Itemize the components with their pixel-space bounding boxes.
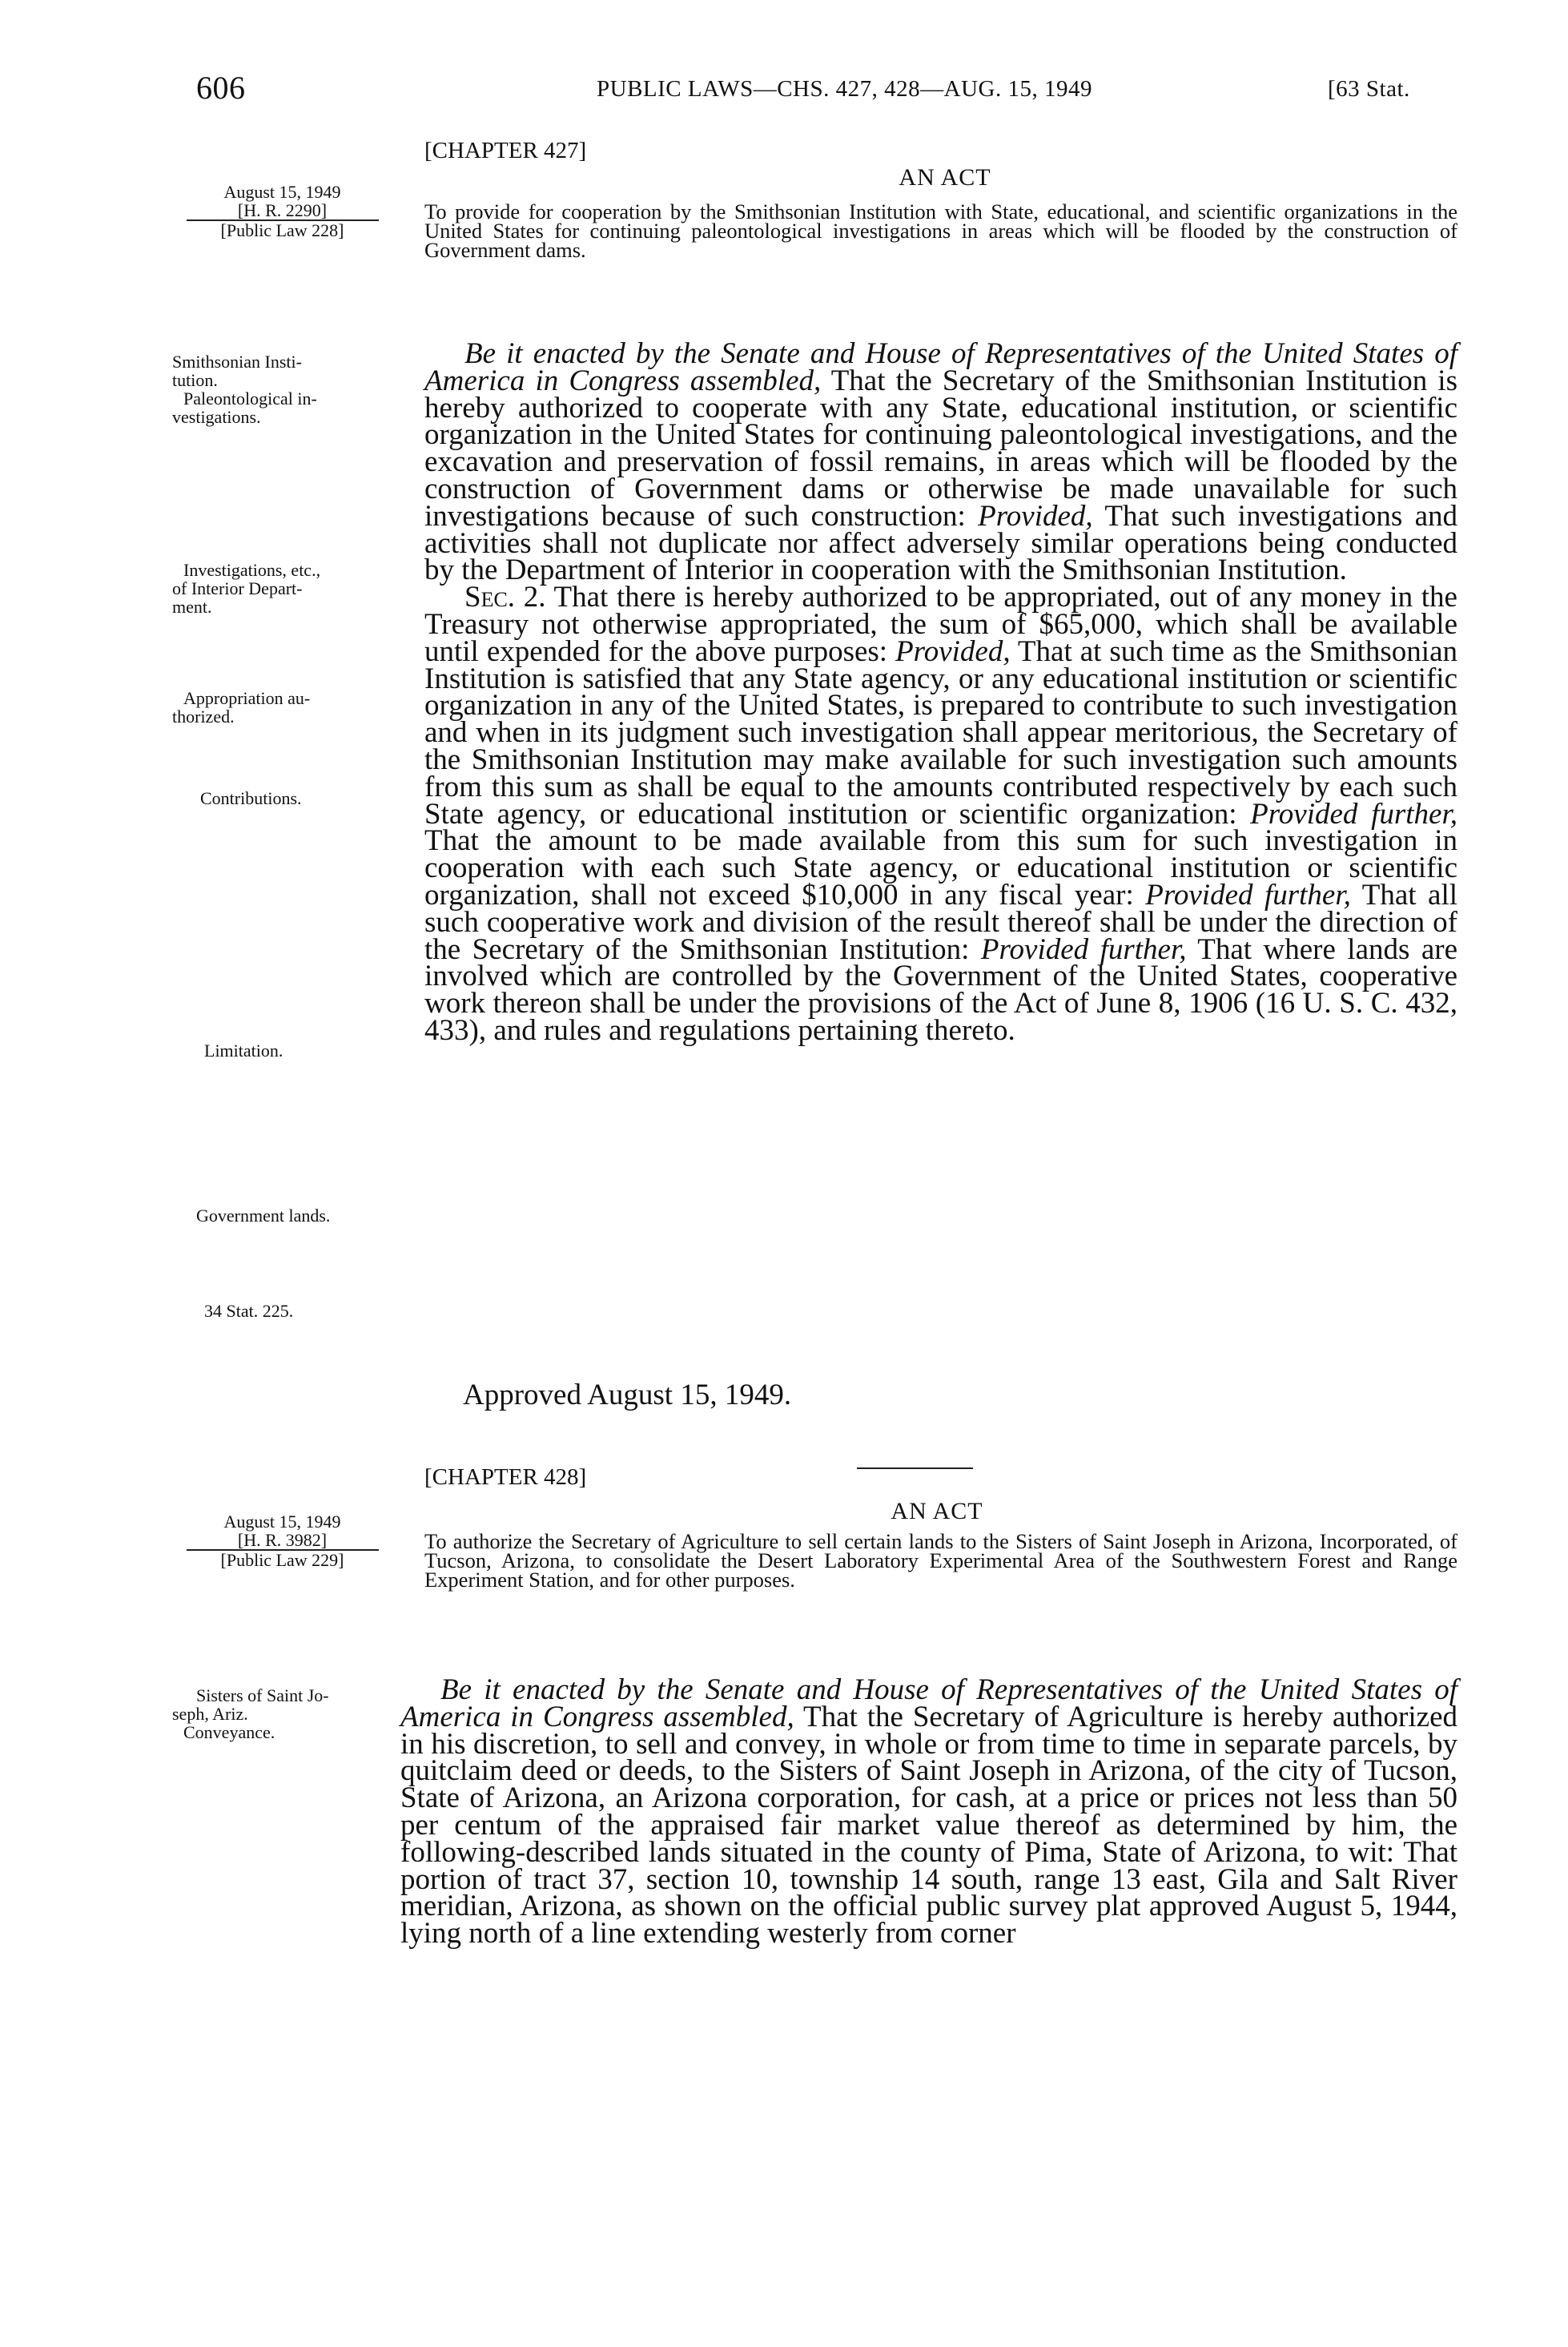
ch427-date: August 15, 1949: [223, 182, 341, 202]
ch428-body: [400, 1673, 1457, 1950]
ch427-enacting-clause: Be it enacted by the Senate and House of Representatives of the United States of America in Congress assembled,: [424, 337, 1457, 397]
sidenote-limitation: Limitation.: [204, 1041, 283, 1061]
ch427-section-2: Sec. 2. That there is hereby authorized to be appropriated, out of any money in the Treasury not otherwise appropriated, the sum of $65,000, which shall be available until expended for the above purposes: Provided, That at such time as the Smithsonian Institution is satisfied that any State agency, or any educational institution or scientific organization in any of the United States, is prepared to contribute to such investigation and when in its judgment such investigation shall appear meritorious, the Secretary of the Smithsonian Institution may make available for such investigation such amounts from this sum as shall be equal to the amounts contributed respectively by each such State agency, or educational institution or scientific organization: Provided further, That the amount to be made available from this sum for such investigation in cooperation with each such State agency, or educational institution or scientific organization, shall not exceed $10,000 in any fiscal year: Provided further, That all such cooperative work and division of the result thereof shall be under the direction of the Secretary of the Smithsonian Institution: Provided further, That where lands are involved which are controlled by the Government of the United States, cooperative work thereon shall be under the provisions of the Act of June 8, 1906 (16 U. S. C. 432, 433), and rules and regulations pertaining thereto.: [424, 581, 1458, 1047]
section-divider: [857, 1467, 973, 1469]
ch428-bill: [H. R. 3982]: [237, 1530, 328, 1550]
ch428-section-1: Be it enacted by the Senate and House of Representatives of the United States of America in Congress assembled, That the Secretary of Agriculture is hereby authorized in his discretion, to sell and convey, in whole or from time to time in separate parcels, by quitclaim deed or deeds, to the Sisters of Saint Joseph in Arizona, of the city of Tucson, State of Arizona, an Arizona corporation, for cash, at a price or prices not less than 50 per centum of the appraised fair market value thereof as determined by him, the following-described lands situated in the county of Pima, State of Arizona, to wit: That portion of tract 37, section 10, township 14 south, range 13 east, Gila and Salt River meridian, Arizona, as shown on the official public survey plat approved August 5, 1944, lying north of a line extending westerly from corner: [400, 1673, 1457, 1950]
page-number: 606: [196, 70, 246, 106]
sidenote-government-lands: Government lands.: [196, 1206, 331, 1226]
ch427-bill: [H. R. 2290]: [237, 200, 328, 220]
running-head: PUBLIC LAWS—CHS. 427, 428—AUG. 15, 1949: [597, 76, 1092, 102]
ch428-enacting-clause: Be it enacted by the Senate and House of Representatives of the United States of America in Congress assembled,: [400, 1673, 1457, 1733]
sidenote-appropriation: Appropriation au- thorized.: [172, 688, 311, 727]
ch427-act-title: AN ACT: [899, 164, 991, 191]
sidenote-smithsonian: Smithsonian Insti- tution. Paleontological in- vestigations.: [172, 352, 317, 427]
ch428-date: August 15, 1949: [223, 1512, 341, 1532]
statute-reference: [63 Stat.: [1328, 76, 1410, 102]
sidenote-contributions: Contributions.: [200, 788, 302, 808]
ch427-approved: Approved August 15, 1949.: [463, 1379, 792, 1411]
ch428-margin-info: [172, 1512, 392, 1569]
ch427-section-1: Be it enacted by the Senate and House of Representatives of the United States of America in Congress assembled, That the Secretary of the Smithsonian Institution is hereby authorized to cooperate with any State, educational institution, or scientific organization in the United States for continuing paleontological investigations, and the excavation and preservation of fossil remains, in areas which will be flooded by the construction of Government dams or otherwise be made unavailable for such investigations because of such construction: Provided, That such investigations and activities shall not duplicate nor affect adversely similar operations being conducted by the Department of Interior in cooperation with the Smithsonian Institution.: [424, 337, 1457, 587]
sidenote-34-stat-225: 34 Stat. 225.: [204, 1301, 294, 1321]
ch428-public-law: [Public Law 229]: [220, 1550, 344, 1570]
ch427-body: [424, 337, 1458, 1047]
sidenote-sisters: Sisters of Saint Jo- seph, Ariz. Conveyance.: [172, 1685, 329, 1742]
ch428-act-title: AN ACT: [891, 1498, 983, 1524]
ch427-summary: To provide for cooperation by the Smithsonian Institution with State, educational, and scientific organizations in the United States for continuing paleontological investigations in areas which will be flooded by the construction of Government dams.: [424, 199, 1457, 262]
ch427-chapter-label: [CHAPTER 427]: [424, 138, 587, 163]
ch427-public-law: [Public Law 228]: [220, 220, 344, 240]
ch427-citation: (16 U. S. C. 432, 433),: [424, 987, 1457, 1047]
ch428-chapter-label: [CHAPTER 428]: [424, 1464, 587, 1490]
ch427-margin-info: [172, 183, 392, 240]
ch428-summary: To authorize the Secretary of Agriculture to sell certain lands to the Sisters of Saint Joseph in Arizona, Incorporated, of Tucson, Arizona, to consolidate the Desert Laboratory Experimental Area of the Southwestern Forest and Range Experiment Station, and for other purposes.: [424, 1529, 1457, 1592]
ch427-sec2-label: Sec. 2.: [464, 581, 546, 614]
sidenote-investigations: Investigations, etc., of Interior Depart- ment.: [172, 560, 321, 617]
